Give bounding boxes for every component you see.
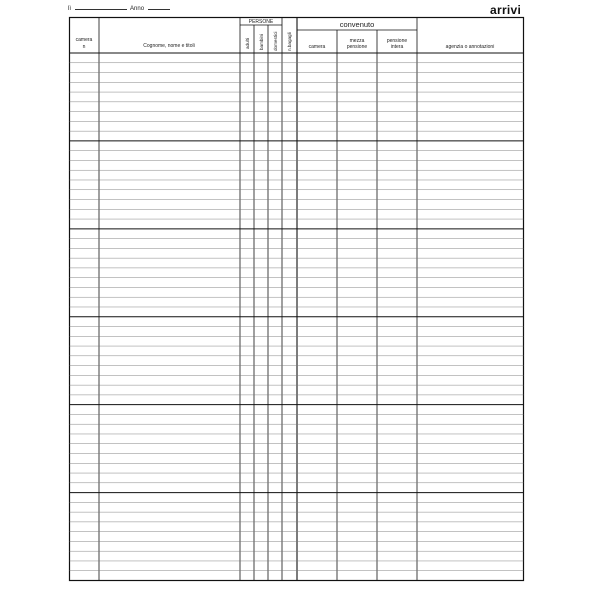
col-name-label: Cognome, nome e titoli: [143, 43, 195, 49]
col-intera-label-2: intera: [390, 44, 404, 50]
anno-label: Anno: [130, 6, 145, 12]
col-adulti-label: adulti: [245, 38, 250, 49]
col-domestici-label: domestici: [273, 31, 278, 51]
col-conv-camera-label: camera: [308, 44, 326, 50]
col-bambini-label: bambini: [259, 33, 264, 50]
col-mezza-label-2: pensione: [346, 44, 368, 50]
page-title: arrivi: [490, 3, 522, 17]
col-camera-label: camera: [75, 37, 93, 43]
li-label: lì: [68, 6, 71, 12]
col-intera-label-1: pensione: [386, 38, 408, 44]
col-mezza-label-1: mezza: [349, 38, 365, 44]
col-n-label: n: [82, 44, 86, 50]
col-agenzia-label: agenzia o annotazioni: [445, 44, 495, 50]
col-bagagli-label: n.bagagli: [287, 32, 292, 51]
convenuto-group-label: convenuto: [339, 20, 375, 29]
persone-group-label: PERSONE: [248, 19, 274, 25]
